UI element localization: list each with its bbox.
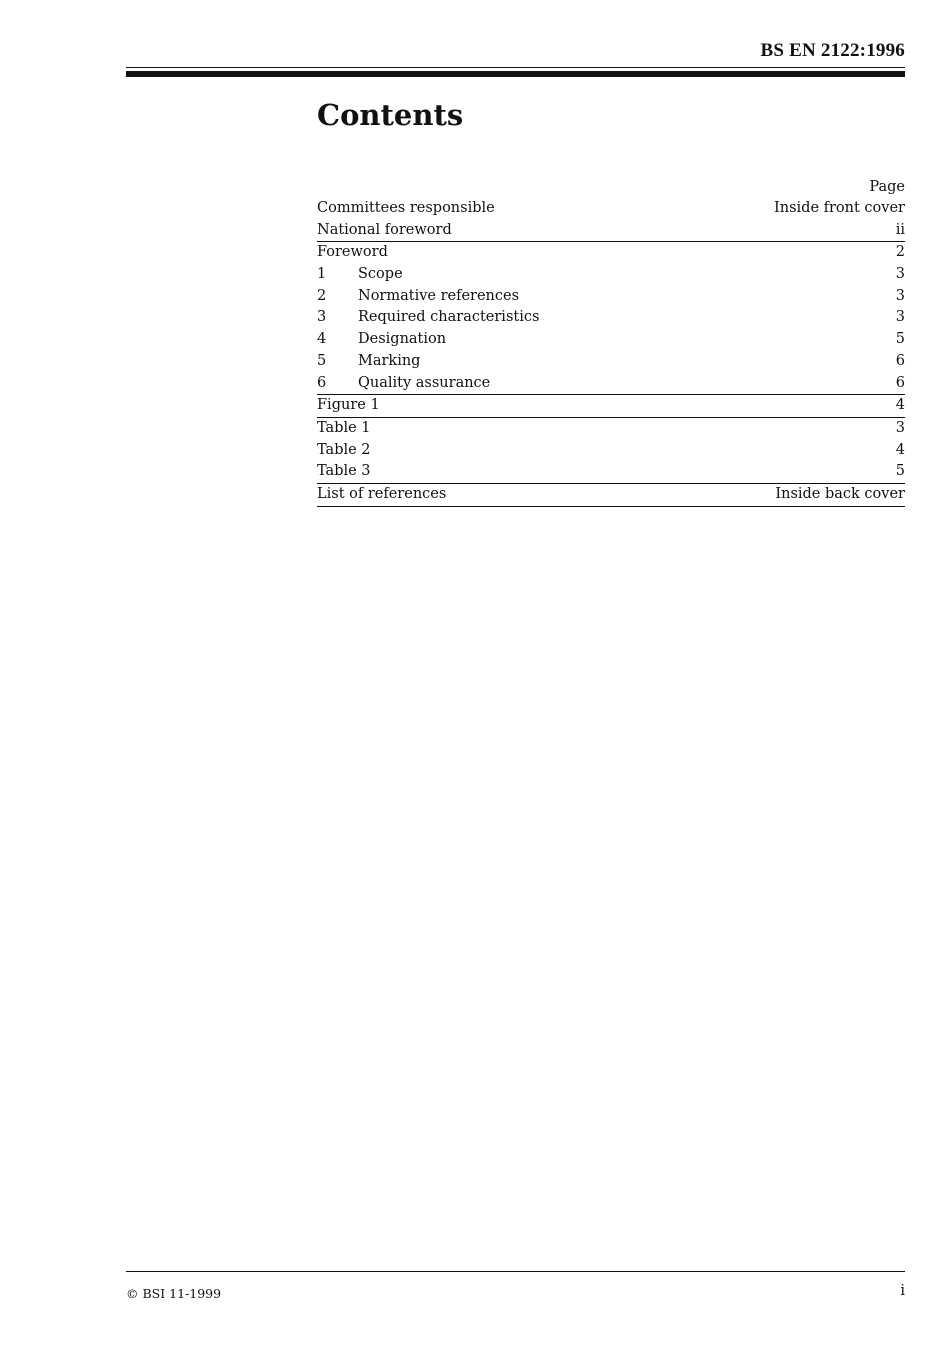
footer-rule bbox=[126, 1271, 905, 1272]
toc-row bbox=[317, 220, 905, 242]
toc-entry-page: 3 bbox=[895, 266, 905, 283]
page-number: i bbox=[900, 1283, 905, 1299]
toc-entry-label: Table 1 bbox=[317, 419, 371, 436]
copyright-notice: © BSI 11-1999 bbox=[126, 1286, 222, 1301]
toc-page-column-heading: Page bbox=[869, 179, 905, 195]
toc-row bbox=[317, 286, 905, 308]
table-of-contents bbox=[317, 177, 905, 507]
toc-row bbox=[317, 373, 905, 395]
toc-entry-page: 4 bbox=[895, 397, 905, 414]
toc-row bbox=[317, 198, 905, 220]
toc-entry-label: Committees responsible bbox=[317, 200, 495, 216]
document-id: BS EN 2122:1996 bbox=[760, 40, 905, 61]
toc-row bbox=[317, 394, 905, 417]
toc-entry-number: 3 bbox=[317, 309, 327, 326]
toc-entry-label: Table 3 bbox=[317, 463, 371, 480]
toc-entry-page: 4 bbox=[895, 441, 905, 458]
toc-entry-page: 3 bbox=[895, 287, 905, 304]
toc-entry-number: 1 bbox=[317, 266, 327, 283]
toc-entry-page: Inside back cover bbox=[775, 485, 905, 502]
toc-entry-label: List of references bbox=[317, 485, 447, 502]
header-thin-rule bbox=[126, 67, 905, 68]
toc-row bbox=[317, 461, 905, 483]
toc-entry-label: Figure 1 bbox=[317, 397, 380, 414]
toc-entry-page: 2 bbox=[895, 244, 905, 261]
toc-entry-page: Inside front cover bbox=[774, 200, 905, 216]
toc-row bbox=[317, 264, 905, 286]
toc-entry-page: ii bbox=[895, 221, 905, 238]
toc-entry-page: 6 bbox=[895, 352, 905, 369]
toc-row bbox=[317, 241, 905, 264]
toc-entry-page: 3 bbox=[895, 419, 905, 436]
toc-row bbox=[317, 351, 905, 373]
toc-entry-label: National foreword bbox=[317, 221, 452, 238]
toc-entry-label: Table 2 bbox=[317, 441, 371, 458]
toc-entry-page: 6 bbox=[895, 374, 905, 391]
toc-entry-page: 5 bbox=[895, 331, 905, 348]
toc-entry-label: Required characteristics bbox=[358, 309, 540, 326]
toc-entry-label: Marking bbox=[358, 352, 421, 369]
toc-row bbox=[317, 307, 905, 329]
toc-entry-page: 5 bbox=[895, 463, 905, 480]
header-thick-rule bbox=[126, 71, 905, 77]
page-title: Contents bbox=[317, 98, 464, 132]
toc-row bbox=[317, 483, 905, 507]
toc-row bbox=[317, 329, 905, 351]
toc-entry-label: Scope bbox=[358, 266, 403, 283]
toc-entry-page: 3 bbox=[895, 309, 905, 326]
toc-entry-label: Normative references bbox=[358, 287, 520, 304]
toc-entry-label: Quality assurance bbox=[358, 374, 491, 391]
toc-entry-label: Designation bbox=[358, 331, 447, 348]
toc-entry-label: Foreword bbox=[317, 244, 388, 261]
toc-entry-number: 6 bbox=[317, 374, 327, 391]
toc-entry-number: 5 bbox=[317, 352, 327, 369]
toc-entry-number: 2 bbox=[317, 287, 327, 304]
toc-row bbox=[317, 417, 905, 440]
toc-entry-number: 4 bbox=[317, 331, 327, 348]
toc-row bbox=[317, 440, 905, 462]
